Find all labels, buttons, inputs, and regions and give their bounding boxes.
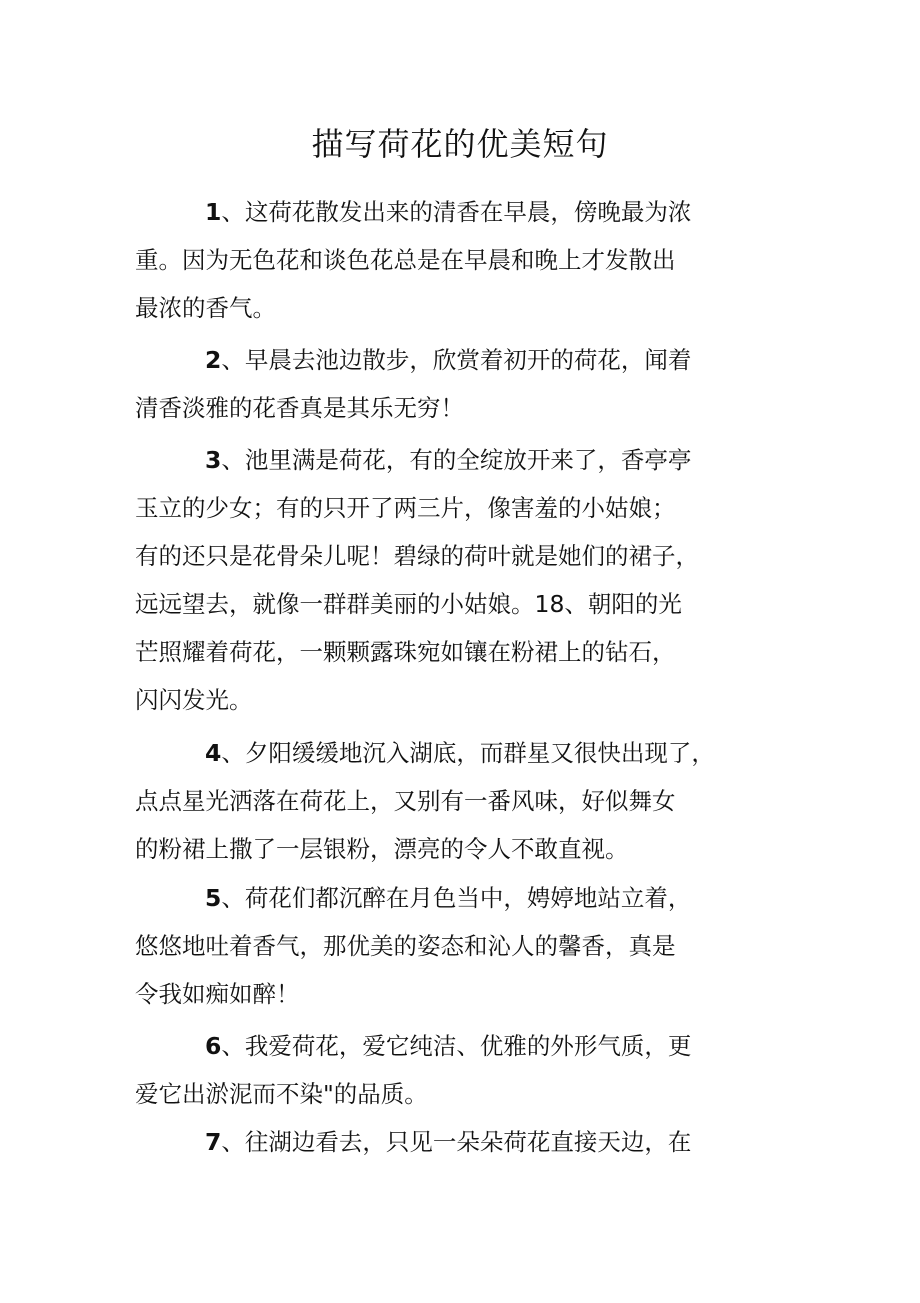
paragraph-line: 芒照耀着荷花，一颗颗露珠宛如镶在粉裙上的钻石， xyxy=(135,638,676,666)
paragraph-line: 点点星光洒落在荷花上，又别有一番风味，好似舞女 xyxy=(135,787,676,815)
paragraph-line: 令我如痴如醉！ xyxy=(135,980,300,1008)
paragraph-line: 6、我爱荷花，爱它纯洁、优雅的外形气质，更 xyxy=(205,1032,692,1060)
paragraph-line: 3、池里满是荷花，有的全绽放开来了，香亭亭 xyxy=(205,446,692,474)
paragraph-line: 的粉裙上撒了一层银粉，漂亮的令人不敢直视。 xyxy=(135,835,629,863)
page-title: 描写荷花的优美短句 xyxy=(311,125,609,163)
paragraph-1 xyxy=(135,188,735,332)
paragraph-line: 清香淡雅的花香真是其乐无穷！ xyxy=(135,394,464,422)
paragraph-number: 5 xyxy=(205,884,222,912)
paragraph-line: 玉立的少女；有的只开了两三片，像害羞的小姑娘； xyxy=(135,494,676,522)
paragraph-number: 7 xyxy=(205,1128,222,1156)
paragraph-line: 1、这荷花散发出来的清香在早晨，傍晚最为浓 xyxy=(205,198,692,226)
paragraph-5 xyxy=(135,874,735,1018)
paragraph-line: 7、往湖边看去，只见一朵朵荷花直接天边，在 xyxy=(205,1128,692,1156)
paragraph-number: 2 xyxy=(205,346,222,374)
paragraph-2 xyxy=(135,336,735,432)
paragraph-line: 悠悠地吐着香气，那优美的姿态和沁人的馨香，真是 xyxy=(135,932,676,960)
paragraph-line: 4、夕阳缓缓地沉入湖底，而群星又很快出现了， xyxy=(205,739,715,767)
paragraph-line: 重。因为无色花和谈色花总是在早晨和晚上才发散出 xyxy=(135,246,676,274)
paragraph-line: 5、荷花们都沉醉在月色当中，娉婷地站立着， xyxy=(205,884,692,912)
paragraph-line: 2、早晨去池边散步，欣赏着初开的荷花，闻着 xyxy=(205,346,692,374)
paragraph-number: 4 xyxy=(205,739,222,767)
paragraph-6 xyxy=(135,1022,735,1118)
paragraph-line: 有的还只是花骨朵儿呢！碧绿的荷叶就是她们的裙子， xyxy=(135,542,699,570)
paragraph-number: 3 xyxy=(205,446,222,474)
paragraph-7 xyxy=(135,1118,735,1166)
paragraph-line: 远远望去，就像一群群美丽的小姑娘。18、朝阳的光 xyxy=(135,590,682,618)
paragraph-line: 爱它出淤泥而不染"的品质。 xyxy=(135,1080,428,1108)
paragraph-number: 6 xyxy=(205,1032,222,1060)
paragraph-line: 最浓的香气。 xyxy=(135,294,276,322)
paragraph-4 xyxy=(135,729,735,873)
paragraph-3 xyxy=(135,436,735,724)
paragraph-number: 1 xyxy=(205,198,222,226)
paragraph-line: 闪闪发光。 xyxy=(135,686,253,714)
